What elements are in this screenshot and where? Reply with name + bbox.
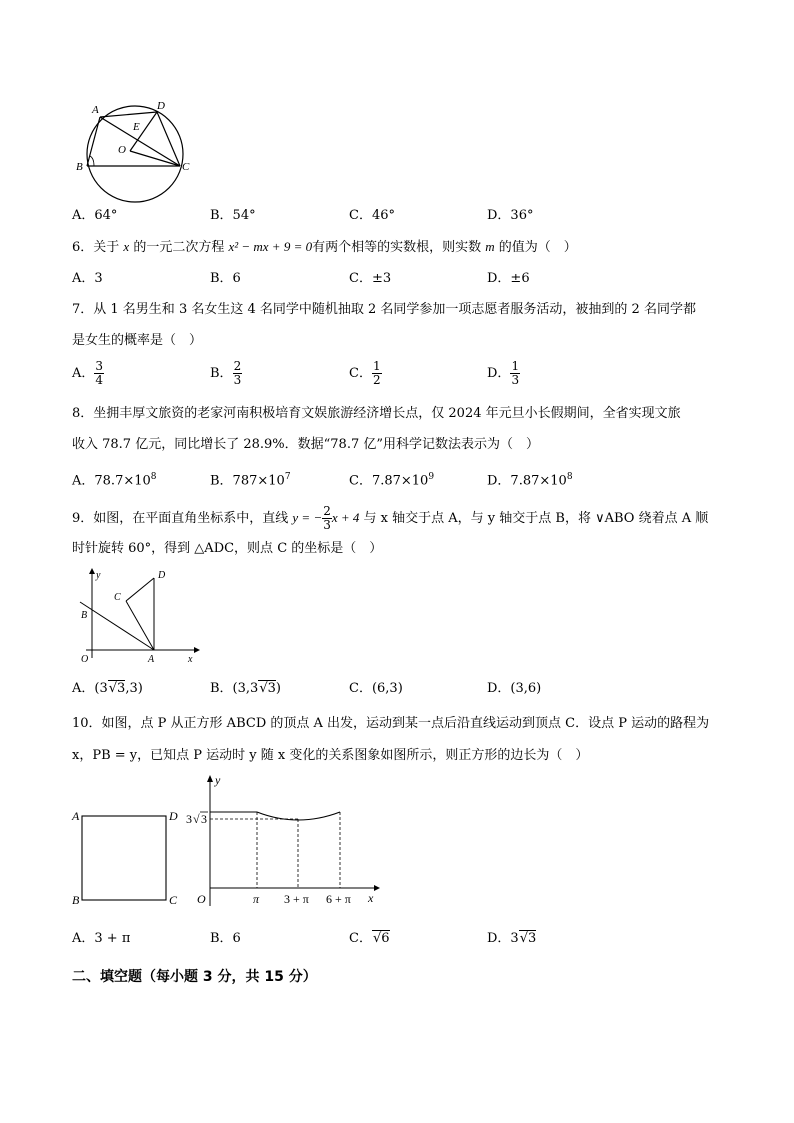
q8-b-base: B．787×10: [210, 473, 285, 489]
q8-stem-line1: 8．坐拥丰厚文旅资的老家河南积极培育文娱旅游经济增长点，仅 2024 年元旦小长假期间，全省实现文旅: [72, 406, 681, 421]
q6-option-a: A．3: [72, 271, 103, 286]
q7-c-num: 1: [372, 359, 381, 373]
q10-c-pre: C．: [349, 931, 372, 946]
q10-c-rad: 6: [381, 931, 390, 946]
label-b: B: [72, 893, 80, 906]
q7-stem-line2: 是女生的概率是（ ）: [72, 333, 203, 348]
q9-b-rad: 3: [267, 681, 276, 696]
q9-a-rad: 3: [117, 681, 126, 696]
q9-b-post: ): [275, 681, 281, 696]
q8-stem-line2: 收入 78.7 亿元，同比增长了 28.9%．数据“78.7 亿”用科学记数法表示为（ ）: [72, 437, 540, 452]
y-axis-arrow: [89, 568, 95, 574]
q7-b-num: 2: [233, 359, 242, 373]
angle-mark-b: [90, 156, 94, 166]
q6-var-x: x: [123, 239, 130, 254]
q6-stem: [72, 238, 577, 257]
q8-option-c: [349, 468, 434, 490]
q8-a-base: A．78.7×10: [72, 473, 151, 489]
q6-var-m: m: [485, 239, 495, 254]
q8-c-exp: 9: [428, 472, 435, 482]
label-y: y: [215, 773, 221, 787]
q9-a-post: ,3): [125, 681, 143, 696]
q7-option-d: [487, 360, 520, 387]
q7-a-num: 3: [95, 359, 104, 373]
q6-text-c: 有两个相等的实数根，则实数: [312, 240, 486, 255]
q10-d-pre: D．3: [487, 931, 519, 946]
q10-d-rad: 3: [528, 931, 537, 946]
q5-option-a: A．64°: [72, 208, 118, 223]
q7-d-den: 3: [511, 373, 520, 387]
segment-oc: [130, 151, 180, 166]
q9-a-radical: √3: [108, 681, 126, 696]
label-c: C: [182, 161, 190, 173]
q9-option-d: D．(3,6): [487, 681, 542, 696]
q7-option-b-fraction: [233, 360, 243, 387]
q8-a-exp: 8: [150, 472, 157, 482]
q10-option-b: B．6: [210, 931, 241, 946]
q7-option-c-label: C．: [349, 366, 372, 381]
line-ab-extended: [80, 602, 154, 650]
q9-b-radical: √3: [259, 681, 276, 696]
label-x: x: [188, 654, 193, 665]
segment-cd: [126, 578, 154, 601]
tick-6-plus-pi: 6 + π: [326, 892, 351, 906]
q7-b-den: 3: [233, 373, 242, 387]
segment-ac: [126, 601, 154, 650]
q8-option-a: [72, 468, 157, 490]
q9-fraction: [322, 505, 332, 532]
q9-stem-line1: [72, 505, 708, 532]
q10-function-graph: [182, 772, 392, 910]
q10-c-radical: √6: [372, 931, 390, 946]
q9-b-pre: B．(3,3: [210, 681, 259, 696]
q9-coordinate-figure: [70, 566, 200, 666]
q6-option-b: B．6: [210, 271, 241, 286]
q5-circle-figure: [70, 96, 200, 206]
label-x: x: [368, 891, 374, 905]
q6-text-d: 的值为（ ）: [494, 240, 577, 255]
q9-option-c: C．(6,3): [349, 681, 403, 696]
q9-eq-lhs: y = −: [292, 510, 323, 525]
q6-option-d: D．±6: [487, 271, 530, 286]
label-a: A: [92, 104, 99, 116]
label-a: A: [72, 809, 80, 823]
label-c: C: [114, 592, 121, 603]
q5-option-c: C．46°: [349, 208, 395, 223]
q6-text-b: 的一元二次方程: [129, 240, 229, 255]
q10-option-d: [487, 930, 536, 948]
q10-square-figure: [70, 806, 185, 906]
q10-option-a: A．3 + π: [72, 931, 131, 946]
label-c: C: [169, 893, 178, 906]
q8-option-b: [210, 468, 291, 490]
q9-stem-line2: 时针旋转 60°，得到 △ADC，则点 C 的坐标是（ ）: [72, 541, 383, 556]
q7-option-b: [210, 360, 242, 387]
label-b: B: [76, 161, 83, 173]
q8-b-exp: 7: [284, 472, 291, 482]
segment-ac: [100, 117, 180, 166]
q10-stem-line1: 10．如图，点 P 从正方形 ABCD 的顶点 A 出发，运动到某一点后沿直线运动到顶点 C．设点 P 运动的路程为: [72, 716, 710, 731]
q9-frac-den: 3: [323, 518, 331, 532]
q7-d-num: 1: [511, 359, 520, 373]
square-abcd: [82, 816, 166, 900]
q7-option-d-label: D．: [487, 366, 511, 381]
q8-d-base: D．7.87×10: [487, 473, 567, 489]
q7-option-b-label: B．: [210, 366, 233, 381]
label-y: y: [96, 570, 101, 581]
q6-text-a: 6．关于: [72, 240, 124, 255]
q9-a-pre: A．(3: [72, 681, 108, 696]
q9-option-b: [210, 680, 281, 698]
q10-stem-line2: x，PB = y，已知点 P 运动时 y 随 x 变化的关系图象如图所示，则正方形的边长为（ ）: [72, 748, 589, 763]
x-axis-arrow: [374, 885, 380, 891]
tick-3-plus-pi: 3 + π: [284, 892, 309, 906]
label-a: A: [148, 654, 155, 665]
q7-option-d-fraction: [510, 360, 520, 387]
q7-option-c: [349, 360, 382, 387]
q10-d-radical: √3: [519, 931, 537, 946]
section-2-heading: 二、填空题（每小题 3 分，共 15 分）: [72, 969, 317, 985]
q9-option-a: [72, 680, 143, 698]
q6-equation: x² − mx + 9 = 0: [228, 239, 313, 254]
q8-c-base: C．7.87×10: [349, 473, 429, 489]
label-o: O: [197, 892, 206, 906]
y-axis-arrow: [207, 775, 213, 782]
ylabel-coef: 3: [186, 812, 192, 826]
label-d: D: [157, 100, 165, 112]
q7-option-a-fraction: [94, 360, 104, 387]
label-o: O: [81, 654, 89, 665]
ylabel-root: √: [193, 812, 200, 826]
q7-a-den: 4: [95, 373, 104, 387]
x-axis-arrow: [194, 647, 200, 653]
label-d: D: [158, 570, 166, 581]
q5-option-d: D．36°: [487, 208, 534, 223]
q8-option-d: [487, 468, 573, 490]
q7-option-c-fraction: [372, 360, 382, 387]
q5-option-b: B．54°: [210, 208, 256, 223]
q9-text-a: 9．如图，在平面直角坐标系中，直线: [72, 511, 293, 526]
tick-pi: π: [253, 892, 260, 906]
q6-option-c: C．±3: [349, 271, 392, 286]
label-d: D: [169, 809, 178, 823]
label-e: E: [133, 121, 140, 133]
q9-frac-num: 2: [323, 504, 331, 518]
q7-option-a: [72, 360, 104, 387]
q9-eq-rhs: x + 4: [331, 510, 360, 525]
q7-c-den: 2: [372, 373, 381, 387]
q9-text-b: 与 x 轴交于点 A，与 y 轴交于点 B，将 ∨ABO 绕着点 A 顺: [359, 511, 709, 526]
q7-stem-line1: 7．从 1 名男生和 3 名女生这 4 名同学中随机抽取 2 名同学参加一项志愿者服务活动，被抽到的 2 名同学都: [72, 302, 696, 317]
q8-d-exp: 8: [566, 472, 573, 482]
label-o: O: [118, 144, 126, 156]
q7-option-a-label: A．: [72, 366, 95, 381]
label-b: B: [81, 610, 88, 621]
curve-dip-segment: [257, 812, 340, 820]
ylabel-rad: 3: [201, 812, 207, 826]
q10-option-c: [349, 930, 390, 948]
